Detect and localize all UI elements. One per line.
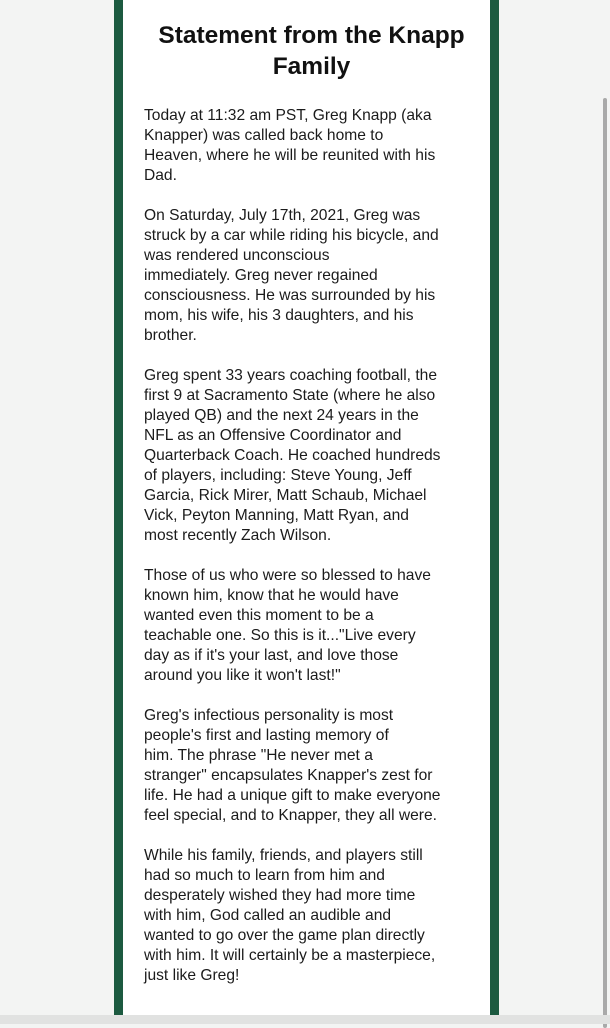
bottom-edge-shade [0,1015,610,1024]
statement-card [114,0,499,1024]
vertical-scrollbar[interactable] [603,98,607,1028]
paragraph-passing: Today at 11:32 am PST, Greg Knapp (aka Knapper) was called back home to Heaven, where he will be reunited with his Dad. [144,107,436,184]
statement-title: Statement from the Knapp Family [158,22,465,80]
paragraph-accident: On Saturday, July 17th, 2021, Greg was struck by a car while riding his bicycle, and was rendered unconscious immediately. Greg never regained consciousness. He was surrounded by his mom, his wife, his 3 daughters, and his brother. [144,207,439,344]
paragraph-masterpiece: While his family, friends, and players still had so much to learn from him and desperately wished they had more time with him, God called an audible and wanted to go over the game plan directly with him. It will certainly be a masterpiece, just like Greg! [144,847,436,984]
paragraph-personality: Greg's infectious personality is most people's first and lasting memory of him. The phrase "He never met a stranger" encapsulates Knapper's zest for life. He had a unique gift to make everyone feel special, and to Knapper, they all were. [144,707,441,824]
paragraph-career: Greg spent 33 years coaching football, the first 9 at Sacramento State (where he also played QB) and the next 24 years in the NFL as an Offensive Coordinator and Quarterback Coach. He coached hundreds of players, including: Steve Young, Jeff Garcia, Rick Mirer, Matt Schaub, Michael Vick, Peyton Manning, Matt Ryan, and most recently Zach Wilson. [144,367,441,544]
statement-content [144,20,479,1012]
truncated-next-paragraph [144,1006,479,1012]
paragraph-lesson: Those of us who were so blessed to have known him, know that he would have wanted even this moment to be a teachable one. So this is it..."Live every day as if it's your last, and love those around you like it won't last!" [144,567,431,684]
